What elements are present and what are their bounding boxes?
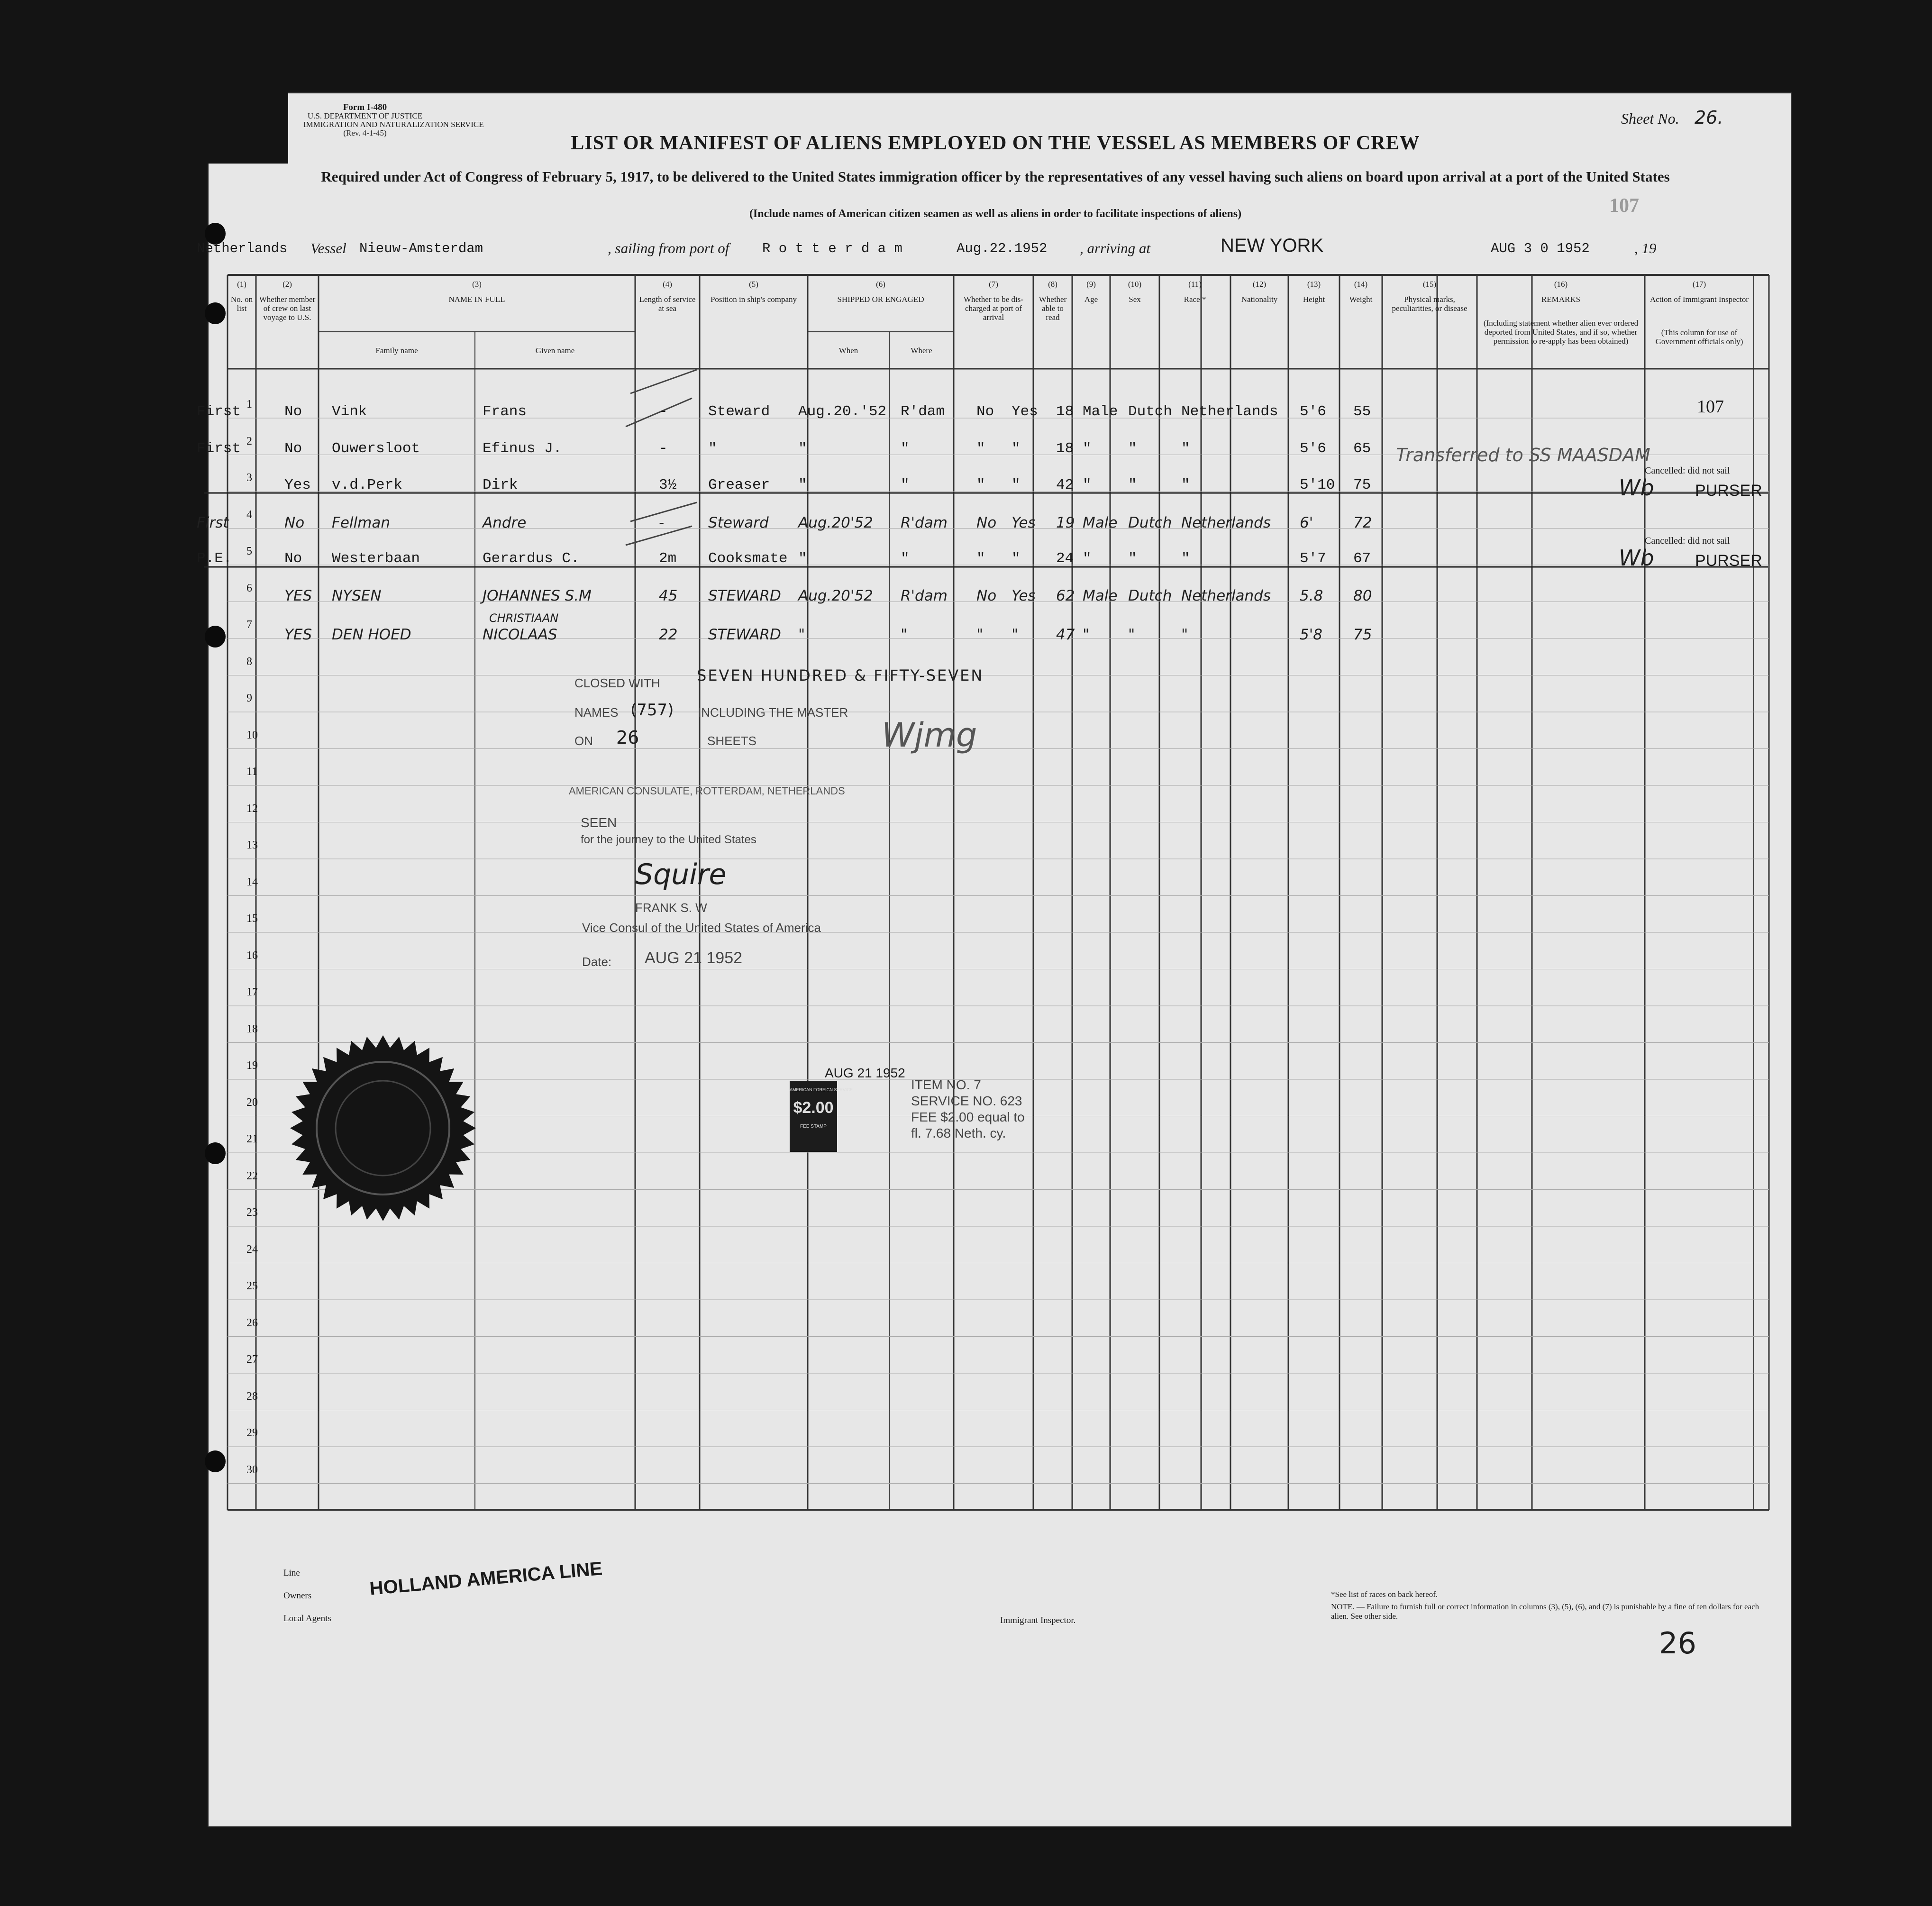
sheets-label: SHEETS bbox=[707, 734, 757, 748]
cell-read: " bbox=[1012, 477, 1021, 493]
cell-weight: 55 bbox=[1353, 403, 1371, 420]
cell-position: Cooksmate bbox=[708, 550, 788, 567]
column-header: Whether to be dis-charged at port of arrival bbox=[963, 295, 1024, 322]
column-number: (15) bbox=[1422, 280, 1437, 289]
cell-nationality: Netherlands bbox=[1181, 403, 1278, 420]
cell-weight: 72 bbox=[1353, 514, 1372, 531]
cell-race: " bbox=[1128, 440, 1137, 457]
sheet-label: Sheet No. bbox=[1621, 110, 1679, 127]
cell-height: 5'7 bbox=[1300, 550, 1326, 567]
column-number: (3) bbox=[472, 280, 482, 289]
vessel-name: Nieuw-Amsterdam bbox=[359, 241, 483, 256]
cell-weight: 80 bbox=[1353, 587, 1372, 604]
cell-where: " bbox=[901, 477, 910, 493]
action-number: 107 bbox=[1697, 397, 1724, 417]
column-number: (10) bbox=[1128, 280, 1142, 289]
row-number: 29 bbox=[246, 1427, 258, 1439]
cell-length: - bbox=[659, 514, 665, 531]
names-count: (757) bbox=[630, 701, 674, 720]
consular-seal bbox=[288, 1033, 478, 1223]
column-number: (7) bbox=[989, 280, 998, 289]
cell-read: Yes bbox=[1012, 514, 1036, 531]
row-number: 26 bbox=[246, 1316, 258, 1329]
grid-line bbox=[630, 370, 697, 393]
cell-height: 6' bbox=[1300, 514, 1313, 531]
sheet-number: 26. bbox=[1695, 107, 1723, 128]
column-number: (16) bbox=[1554, 280, 1568, 289]
cell-race: Dutch bbox=[1128, 514, 1172, 531]
cell-sex: " bbox=[1083, 440, 1092, 457]
cell-read: Yes bbox=[1012, 403, 1038, 420]
inspector-signature: Wjmg bbox=[882, 716, 977, 755]
column-number: (12) bbox=[1252, 280, 1267, 289]
column-number: (13) bbox=[1307, 280, 1321, 289]
column-number: (4) bbox=[663, 280, 672, 289]
column-header: REMARKS bbox=[1541, 295, 1581, 304]
row-number: 17 bbox=[246, 986, 258, 998]
cell-sex: Male bbox=[1083, 403, 1118, 420]
cell-position: STEWARD bbox=[708, 587, 781, 604]
cell-sex: " bbox=[1083, 550, 1092, 567]
row-number: 22 bbox=[246, 1169, 258, 1182]
cell-when: " bbox=[798, 440, 807, 457]
given-name-extra: CHRISTIAAN bbox=[489, 611, 559, 625]
page-title: LIST OR MANIFEST OF ALIENS EMPLOYED ON THE VESSEL AS MEMBERS OF CREW bbox=[571, 132, 1420, 154]
fee-stamp-value: $2.00 bbox=[793, 1099, 834, 1117]
action-note: (This column for use of Government officials only) bbox=[1655, 328, 1743, 346]
column-number: (11) bbox=[1188, 280, 1202, 289]
row-number: 3 bbox=[246, 472, 252, 484]
column-header: No. on list bbox=[230, 295, 253, 313]
cell-given: Frans bbox=[483, 403, 527, 420]
cell-height: 5'10 bbox=[1300, 477, 1335, 493]
cell-where: " bbox=[901, 626, 908, 643]
sheet-count: 26 bbox=[616, 727, 639, 748]
column-number: (17) bbox=[1692, 280, 1706, 289]
cell-read: Yes bbox=[1012, 587, 1036, 604]
departure-port: R o t t e r d a m bbox=[762, 241, 902, 256]
cell-class: First bbox=[197, 403, 241, 420]
cell-weight: 67 bbox=[1353, 550, 1371, 567]
cell-member: Yes bbox=[284, 477, 311, 493]
vessel-label: Vessel bbox=[310, 240, 346, 256]
column-header: Race * bbox=[1184, 295, 1206, 304]
initials-1: Wb bbox=[1619, 475, 1654, 501]
cell-family: Ouwersloot bbox=[332, 440, 420, 457]
family-name-header: Family name bbox=[375, 346, 418, 355]
row-number: 16 bbox=[246, 949, 258, 962]
cell-sex: " bbox=[1083, 626, 1090, 643]
cell-length: - bbox=[659, 403, 668, 420]
cell-nationality: Netherlands bbox=[1181, 514, 1271, 531]
cell-sex: " bbox=[1083, 477, 1092, 493]
fee-details bbox=[911, 1077, 1025, 1141]
cell-disch: No bbox=[976, 514, 997, 531]
cell-when: " bbox=[798, 477, 807, 493]
column-header: Physical marks, peculiarities, or disease bbox=[1392, 295, 1467, 313]
row-number: 13 bbox=[246, 839, 258, 851]
column-header: Action of Immigrant Inspector bbox=[1649, 295, 1749, 304]
cell-position: Steward bbox=[708, 403, 770, 420]
page-number: 26 bbox=[1659, 1626, 1696, 1660]
cell-disch: " bbox=[976, 440, 985, 457]
cell-age: 62 bbox=[1056, 587, 1075, 604]
date-label: Date: bbox=[582, 955, 612, 969]
consul-signature: Squire bbox=[635, 858, 727, 891]
cell-family: NYSEN bbox=[332, 587, 382, 604]
cell-weight: 75 bbox=[1353, 477, 1371, 493]
closed-with-count: SEVEN HUNDRED & FIFTY-SEVEN bbox=[697, 666, 984, 684]
company-stamp: HOLLAND AMERICA LINE bbox=[369, 1558, 603, 1599]
cell-race: Dutch bbox=[1128, 403, 1173, 420]
cell-family: Westerbaan bbox=[332, 550, 420, 567]
cell-member: YES bbox=[284, 587, 312, 604]
cell-when: Aug.20.'52 bbox=[798, 403, 887, 420]
cell-read: " bbox=[1012, 440, 1021, 457]
owners-label: Owners bbox=[283, 1591, 312, 1601]
cell-where: " bbox=[901, 440, 910, 457]
row-number: 4 bbox=[246, 508, 252, 521]
row-number: 5 bbox=[246, 545, 252, 557]
cell-race: " bbox=[1128, 477, 1137, 493]
row-number: 25 bbox=[246, 1280, 258, 1292]
cell-nationality: Netherlands bbox=[1181, 587, 1271, 604]
cell-age: 18 bbox=[1056, 403, 1074, 420]
cell-member: No bbox=[284, 440, 302, 457]
cell-family: Vink bbox=[332, 403, 367, 420]
consul-date: AUG 21 1952 bbox=[645, 949, 743, 967]
year-suffix: , 19 bbox=[1634, 240, 1657, 256]
row-number: 12 bbox=[246, 802, 258, 815]
vessel-flag: Netherlands bbox=[197, 241, 288, 256]
arriving-label: , arriving at bbox=[1080, 240, 1150, 256]
column-number: (5) bbox=[749, 280, 758, 289]
line-label: Line bbox=[283, 1568, 300, 1578]
cell-when: " bbox=[798, 626, 805, 643]
cell-when: Aug.20'52 bbox=[798, 514, 873, 531]
row-number: 14 bbox=[246, 875, 258, 888]
cell-sex: Male bbox=[1083, 514, 1118, 531]
cell-given: JOHANNES S.M bbox=[483, 587, 592, 604]
column-number: (2) bbox=[283, 280, 292, 289]
cell-nationality: " bbox=[1181, 477, 1190, 493]
cell-race: " bbox=[1128, 550, 1137, 567]
column-number: (6) bbox=[876, 280, 885, 289]
remarks-note: (Including statement whether alien ever ordered deported from United States, and if so, whether permission to re-apply has been obtained) bbox=[1483, 319, 1639, 346]
fee-stamp bbox=[790, 1081, 853, 1152]
cell-read: " bbox=[1012, 550, 1021, 567]
cell-class: First bbox=[197, 440, 241, 457]
cell-height: 5'6 bbox=[1300, 440, 1326, 457]
consulate-stamp: AMERICAN CONSULATE, ROTTERDAM, NETHERLANDS bbox=[569, 785, 845, 797]
row-number: 10 bbox=[246, 729, 258, 741]
column-header: NAME IN FULL bbox=[448, 295, 505, 304]
row-number: 18 bbox=[246, 1022, 258, 1035]
row-number: 9 bbox=[246, 692, 252, 704]
column-number: (1) bbox=[237, 280, 246, 289]
fee-amount: FEE $2.00 equal to bbox=[911, 1110, 1025, 1124]
cell-disch: No bbox=[976, 587, 997, 604]
fee-stamp-bottom: FEE STAMP bbox=[800, 1124, 827, 1129]
fee-stamp-top: AMERICAN FOREIGN SERVICE bbox=[790, 1087, 853, 1092]
department: U.S. DEPARTMENT OF JUSTICE bbox=[307, 111, 423, 120]
seen-label: SEEN bbox=[581, 815, 617, 830]
cell-given: Efinus J. bbox=[483, 440, 562, 457]
closed-with-label: CLOSED WITH bbox=[574, 676, 660, 690]
cell-where: R'dam bbox=[901, 587, 948, 604]
cell-when: " bbox=[798, 550, 807, 567]
cell-when: Aug.20'52 bbox=[798, 587, 873, 604]
cell-length: 3½ bbox=[659, 477, 677, 493]
row-number: 8 bbox=[246, 655, 252, 668]
column-header: Sex bbox=[1129, 295, 1141, 304]
cell-race: Dutch bbox=[1128, 587, 1172, 604]
cell-where: R'dam bbox=[901, 403, 945, 420]
column-number: (8) bbox=[1048, 280, 1057, 289]
cell-age: 18 bbox=[1056, 440, 1074, 457]
cell-disch: " bbox=[976, 626, 984, 643]
cell-member: YES bbox=[284, 626, 312, 643]
item-number: ITEM NO. 7 bbox=[911, 1077, 981, 1092]
cell-position: Greaser bbox=[708, 477, 770, 493]
cell-age: 42 bbox=[1056, 477, 1074, 493]
given-name-header: Given name bbox=[535, 346, 575, 355]
on-label: ON bbox=[574, 734, 593, 748]
cell-age: 24 bbox=[1056, 550, 1074, 567]
cell-height: 5.8 bbox=[1300, 587, 1323, 604]
inspector-label: Immigrant Inspector. bbox=[1000, 1615, 1076, 1625]
names-label: NAMES bbox=[574, 705, 619, 720]
sailing-label: , sailing from port of bbox=[608, 240, 729, 256]
cell-age: 47 bbox=[1056, 626, 1075, 643]
column-header: Nationality bbox=[1241, 295, 1278, 304]
cell-length: 22 bbox=[659, 626, 678, 643]
cell-nationality: " bbox=[1181, 440, 1190, 457]
when-header: When bbox=[838, 346, 858, 355]
cell-length: - bbox=[659, 440, 668, 457]
row-number: 19 bbox=[246, 1059, 258, 1072]
cell-height: 5'8 bbox=[1300, 626, 1322, 643]
cell-race: " bbox=[1128, 626, 1135, 643]
cell-length: 45 bbox=[659, 587, 678, 604]
column-header: Whether member of crew on last voyage to U.S. bbox=[259, 295, 316, 322]
service-number: SERVICE NO. 623 bbox=[911, 1094, 1022, 1108]
fee-equivalent: fl. 7.68 Neth. cy. bbox=[911, 1126, 1006, 1140]
cell-given: Andre bbox=[483, 514, 527, 531]
cell-where: R'dam bbox=[901, 514, 948, 531]
cell-given: NICOLAAS bbox=[483, 626, 557, 643]
fee-stamp-date: AUG 21 1952 bbox=[825, 1066, 905, 1080]
cell-position: " bbox=[708, 440, 717, 457]
row-number: 28 bbox=[246, 1390, 258, 1403]
initials-2: Wb bbox=[1619, 545, 1654, 571]
row-number: 11 bbox=[246, 766, 258, 778]
service-name: IMMIGRATION AND NATURALIZATION SERVICE bbox=[303, 120, 484, 129]
journey-label: for the journey to the United States bbox=[581, 833, 756, 846]
column-header: Position in ship's company bbox=[710, 295, 797, 304]
row-number: 21 bbox=[246, 1133, 258, 1145]
cell-disch: No bbox=[976, 403, 994, 420]
cell-weight: 75 bbox=[1353, 626, 1372, 643]
cell-weight: 65 bbox=[1353, 440, 1371, 457]
cell-given: Gerardus C. bbox=[483, 550, 580, 567]
row-number: 1 bbox=[246, 398, 252, 410]
column-number: (9) bbox=[1086, 280, 1096, 289]
row-number: 6 bbox=[246, 582, 252, 594]
cell-disch: " bbox=[976, 550, 985, 567]
cell-age: 19 bbox=[1056, 514, 1075, 531]
remark-transfer: Transferred to SS MAASDAM bbox=[1396, 445, 1650, 465]
cell-class: P.E. bbox=[197, 550, 232, 567]
consul-name: FRANK S. W bbox=[635, 901, 707, 915]
row-number: 30 bbox=[246, 1463, 258, 1476]
cell-family: Fellman bbox=[332, 514, 390, 531]
cell-sex: Male bbox=[1083, 587, 1118, 604]
row-number: 20 bbox=[246, 1096, 258, 1109]
column-header: Age bbox=[1084, 295, 1098, 304]
row-number: 2 bbox=[246, 435, 252, 447]
arrival-port: NEW YORK bbox=[1221, 235, 1324, 256]
cell-length: 2m bbox=[659, 550, 677, 567]
column-number: (14) bbox=[1354, 280, 1368, 289]
revision: (Rev. 4-1-45) bbox=[343, 128, 387, 137]
row-number: 15 bbox=[246, 912, 258, 925]
where-header: Where bbox=[911, 346, 932, 355]
row-number: 24 bbox=[246, 1243, 258, 1256]
cancel-stamp-1: Cancelled: did not sail bbox=[1645, 465, 1730, 476]
races-note: *See list of races on back hereof. bbox=[1331, 1590, 1438, 1599]
arrival-date: AUG 3 0 1952 bbox=[1491, 241, 1590, 256]
column-header: Length of service at sea bbox=[639, 295, 696, 313]
cell-where: " bbox=[901, 550, 910, 567]
local-agents-label: Local Agents bbox=[283, 1614, 331, 1623]
cell-class: First bbox=[197, 514, 229, 531]
row-number: 23 bbox=[246, 1206, 258, 1219]
form-subtitle: Required under Act of Congress of February 5, 1917, to be delivered to the United States immigration officer by the representatives of any vessel having such aliens on board upon arrival at a port of the United States bbox=[321, 168, 1670, 185]
cell-position: Steward bbox=[708, 514, 769, 531]
row-number: 7 bbox=[246, 619, 252, 631]
departure-date: Aug.22.1952 bbox=[957, 241, 1048, 256]
cell-read: " bbox=[1012, 626, 1019, 643]
column-header: Weight bbox=[1349, 295, 1373, 304]
cell-member: No bbox=[284, 550, 302, 567]
cell-height: 5'6 bbox=[1300, 403, 1326, 420]
cell-family: v.d.Perk bbox=[332, 477, 402, 493]
purser-stamp-2: PURSER bbox=[1695, 552, 1762, 570]
cell-nationality: " bbox=[1181, 626, 1188, 643]
cell-member: No bbox=[284, 514, 305, 531]
vice-consul-title: Vice Consul of the United States of America bbox=[582, 921, 821, 935]
form-number: Form I-480 bbox=[343, 102, 387, 112]
cell-family: DEN HOED bbox=[332, 626, 411, 643]
cell-given: Dirk bbox=[483, 477, 518, 493]
cancel-stamp-2: Cancelled: did not sail bbox=[1645, 536, 1730, 546]
form-note: (Include names of American citizen seamen as well as aliens in order to facilitate inspections of aliens) bbox=[749, 208, 1242, 220]
row-number: 27 bbox=[246, 1353, 258, 1366]
cell-nationality: " bbox=[1181, 550, 1190, 567]
penalty-note: NOTE. — Failure to furnish full or correct information in columns (3), (5), (6), and (7) is punishable by a fine of ten dollars for each alien. See other side. bbox=[1331, 1602, 1759, 1621]
column-header: SHIPPED OR ENGAGED bbox=[837, 295, 924, 304]
cell-disch: " bbox=[976, 477, 985, 493]
form-id-block bbox=[303, 102, 484, 137]
including-master: INCLUDING THE MASTER bbox=[698, 705, 848, 720]
cell-position: STEWARD bbox=[708, 626, 781, 643]
cell-member: No bbox=[284, 403, 302, 420]
purser-stamp-1: PURSER bbox=[1695, 482, 1762, 500]
column-header: Whether able to read bbox=[1039, 295, 1067, 322]
top-number: 107 bbox=[1609, 195, 1639, 217]
column-header: Height bbox=[1303, 295, 1325, 304]
